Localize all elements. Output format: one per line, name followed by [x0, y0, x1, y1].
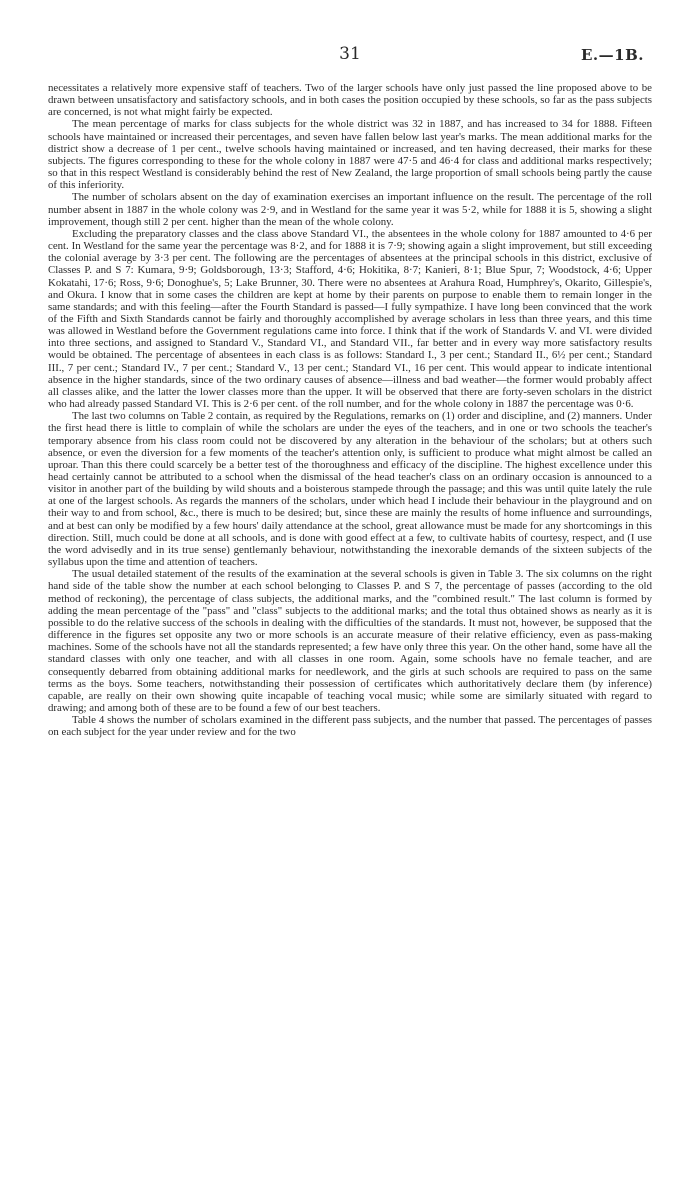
paragraph: The usual detailed statement of the results of the examination at the several schools is given in Table 3. The six columns on the right hand side of the table show the number at each school belonging to Classes P. and S 7, the percentage of passes (according to the old method of reckoning), the percentage of class subjects, the additional marks, and the "combined result." The last column is formed by adding the mean percentage of the "pass" and "class" subjects to the additional marks; and the total thus obtained shows as nearly as it is possible to do the relative success of the schools in dealing with the difficulties of the standards. It must not, however, be supposed that the difference in the figures set opposite any two or more schools is an accurate measure of their relative efficiency, even as pass-making machines. Some of the schools have not all the standards represented; a few have only three this year. On the other hand, some have all the standard classes with only one teacher, and with all classes in one room. Again, some schools have no female teacher, and are consequently debarred from obtaining additional marks for needlework, and the girls at such schools are required to pass on the same terms as the boys. Some teachers, notwithstanding their possession of certificates which authoritatively declare them (by inference) capable, are really on their own showing quite incapable of teaching vocal music; while some are similarly situated with regard to drawing; and among both of these are to be found a few of our best teachers. [48, 568, 652, 714]
page-number: 31 [339, 44, 361, 64]
body-text [48, 82, 652, 738]
paragraph: Table 4 shows the number of scholars examined in the different pass subjects, and the number that passed. The percentages of passes on each subject for the year under review and for the two [48, 714, 652, 739]
paragraph: The mean percentage of marks for class subjects for the whole district was 32 in 1887, and has increased to 34 for 1888. Fifteen schools have maintained or increased their percentages, and seven have fallen below last year's marks. The mean additional marks for the district show a decrease of 1 per cent., twelve schools having maintained or increased, and ten having decreased, their marks for these subjects. The figures corresponding to these for the whole colony in 1887 were 47·5 and 46·4 for class and additional marks respectively; so that in this respect Westland is considerably behind the rest of New Zealand, the large proportion of small schools being partly the cause of this inferiority. [48, 118, 652, 192]
paragraph: The last two columns on Table 2 contain, as required by the Regulations, remarks on (1) order and discipline, and (2) manners. Under the first head there is little to complain of while the scholars are under the eyes of the teachers, and in one or two schools the teacher's temporary absence from his class room could not be discovered by any alteration in the behaviour of the scholars; but at others such absence, or even the diversion for a few moments of the teacher's attention only, is sufficient to produce what might almost be called an uproar. Than this there could scarcely be a better test of the thoroughness and efficacy of the discipline. The highest excellence under this head certainly cannot be attributed to a school when the dismissal of the head teacher's class on an ordinary occasion is announced to a visitor in another part of the building by wild shouts and a boisterous stampede through the passage; and this was until quite lately the rule at one of the largest schools. As regards the manners of the scholars, under which head I include their behaviour in the playground and on their way to and from school, &c., there is much to be desired; but, since these are mainly the results of home influence and surroundings, and at best can only be modified by a few hours' daily attendance at the school, great allowance must be made for any shortcomings in this direction. Still, much could be done at all schools, and is done with good effect at a few, to cultivate habits of courtesy, respect, and (I use the word advisedly and in its true sense) gentlemanly behaviour, notwithstanding the inexorable demands of the sixteen subjects of the syllabus upon the time and attention of teachers. [48, 410, 652, 569]
paragraph: The number of scholars absent on the day of examination exercises an important influence on the result. The percentage of the roll number absent in 1887 in the whole colony was 2·9, and in Westland for the same year it was 5·2, while for 1888 it is 5, showing a slight improvement, though still 2 per cent. higher than the mean of the whole colony. [48, 191, 652, 228]
series-reference: E.—1B. [581, 46, 644, 64]
paragraph: necessitates a relatively more expensive staff of teachers. Two of the larger schools have only just passed the line proposed above to be drawn between unsatisfactory and satisfactory schools, and in both cases the position occupied by these schools, so far as the pass subjects are concerned, is not what might fairly be expected. [48, 82, 652, 119]
paragraph: Excluding the preparatory classes and the class above Standard VI., the absentees in the whole colony for 1887 amounted to 4·6 per cent. In Westland for the same year the percentage was 8·2, and for 1888 it is 7·9; showing again a slight improvement, but still exceeding the colonial average by 3·3 per cent. The following are the percentages of absentees at the principal schools in this district, exclusive of Classes P. and S 7: Kumara, 9·9; Goldsborough, 13·3; Stafford, 4·6; Hokitika, 8·7; Kanieri, 8·1; Blue Spur, 7; Woodstock, 4·6; Upper Kokatahi, 17·6; Ross, 9·6; Donoghue's, 5; Lake Brunner, 30. There were no absentees at Arahura Road, Humphrey's, Okarito, Gillespie's, and Okura. I know that in some cases the children are kept at home by their parents on purpose to enable them to remain longer in the same standards; and with this feeling—after the Fourth Standard is passed—I fully sympathize. I have long been convinced that the work of the Fifth and Sixth Standards cannot be fairly and thoroughly accomplished by average scholars in less than three years, and this time was allowed in Westland before the Government regulations came into force. I think that if the work of Standards V. and VI. were divided into three sections, and assigned to Standard V., Standard VI., and Standard VII., far better and in every way more satisfactory results would be obtained. The percentage of absentees in each class is as follows: Standard I., 3 per cent.; Standard II., 6½ per cent.; Standard III., 7 per cent.; Standard IV., 7 per cent.; Standard V., 13 per cent.; Standard VI., 16 per cent. This would appear to indicate intentional absence in the higher standards, since of the two ordinary causes of absence—illness and bad weather—the former would probably affect all classes alike, and the latter the lower classes more than the upper. It will be observed that there are forty-seven scholars in the district who had already passed Standard VI. This is 2·6 per cent. of the roll number, and for the whole colony in 1887 the percentage was 0·6. [48, 227, 652, 411]
